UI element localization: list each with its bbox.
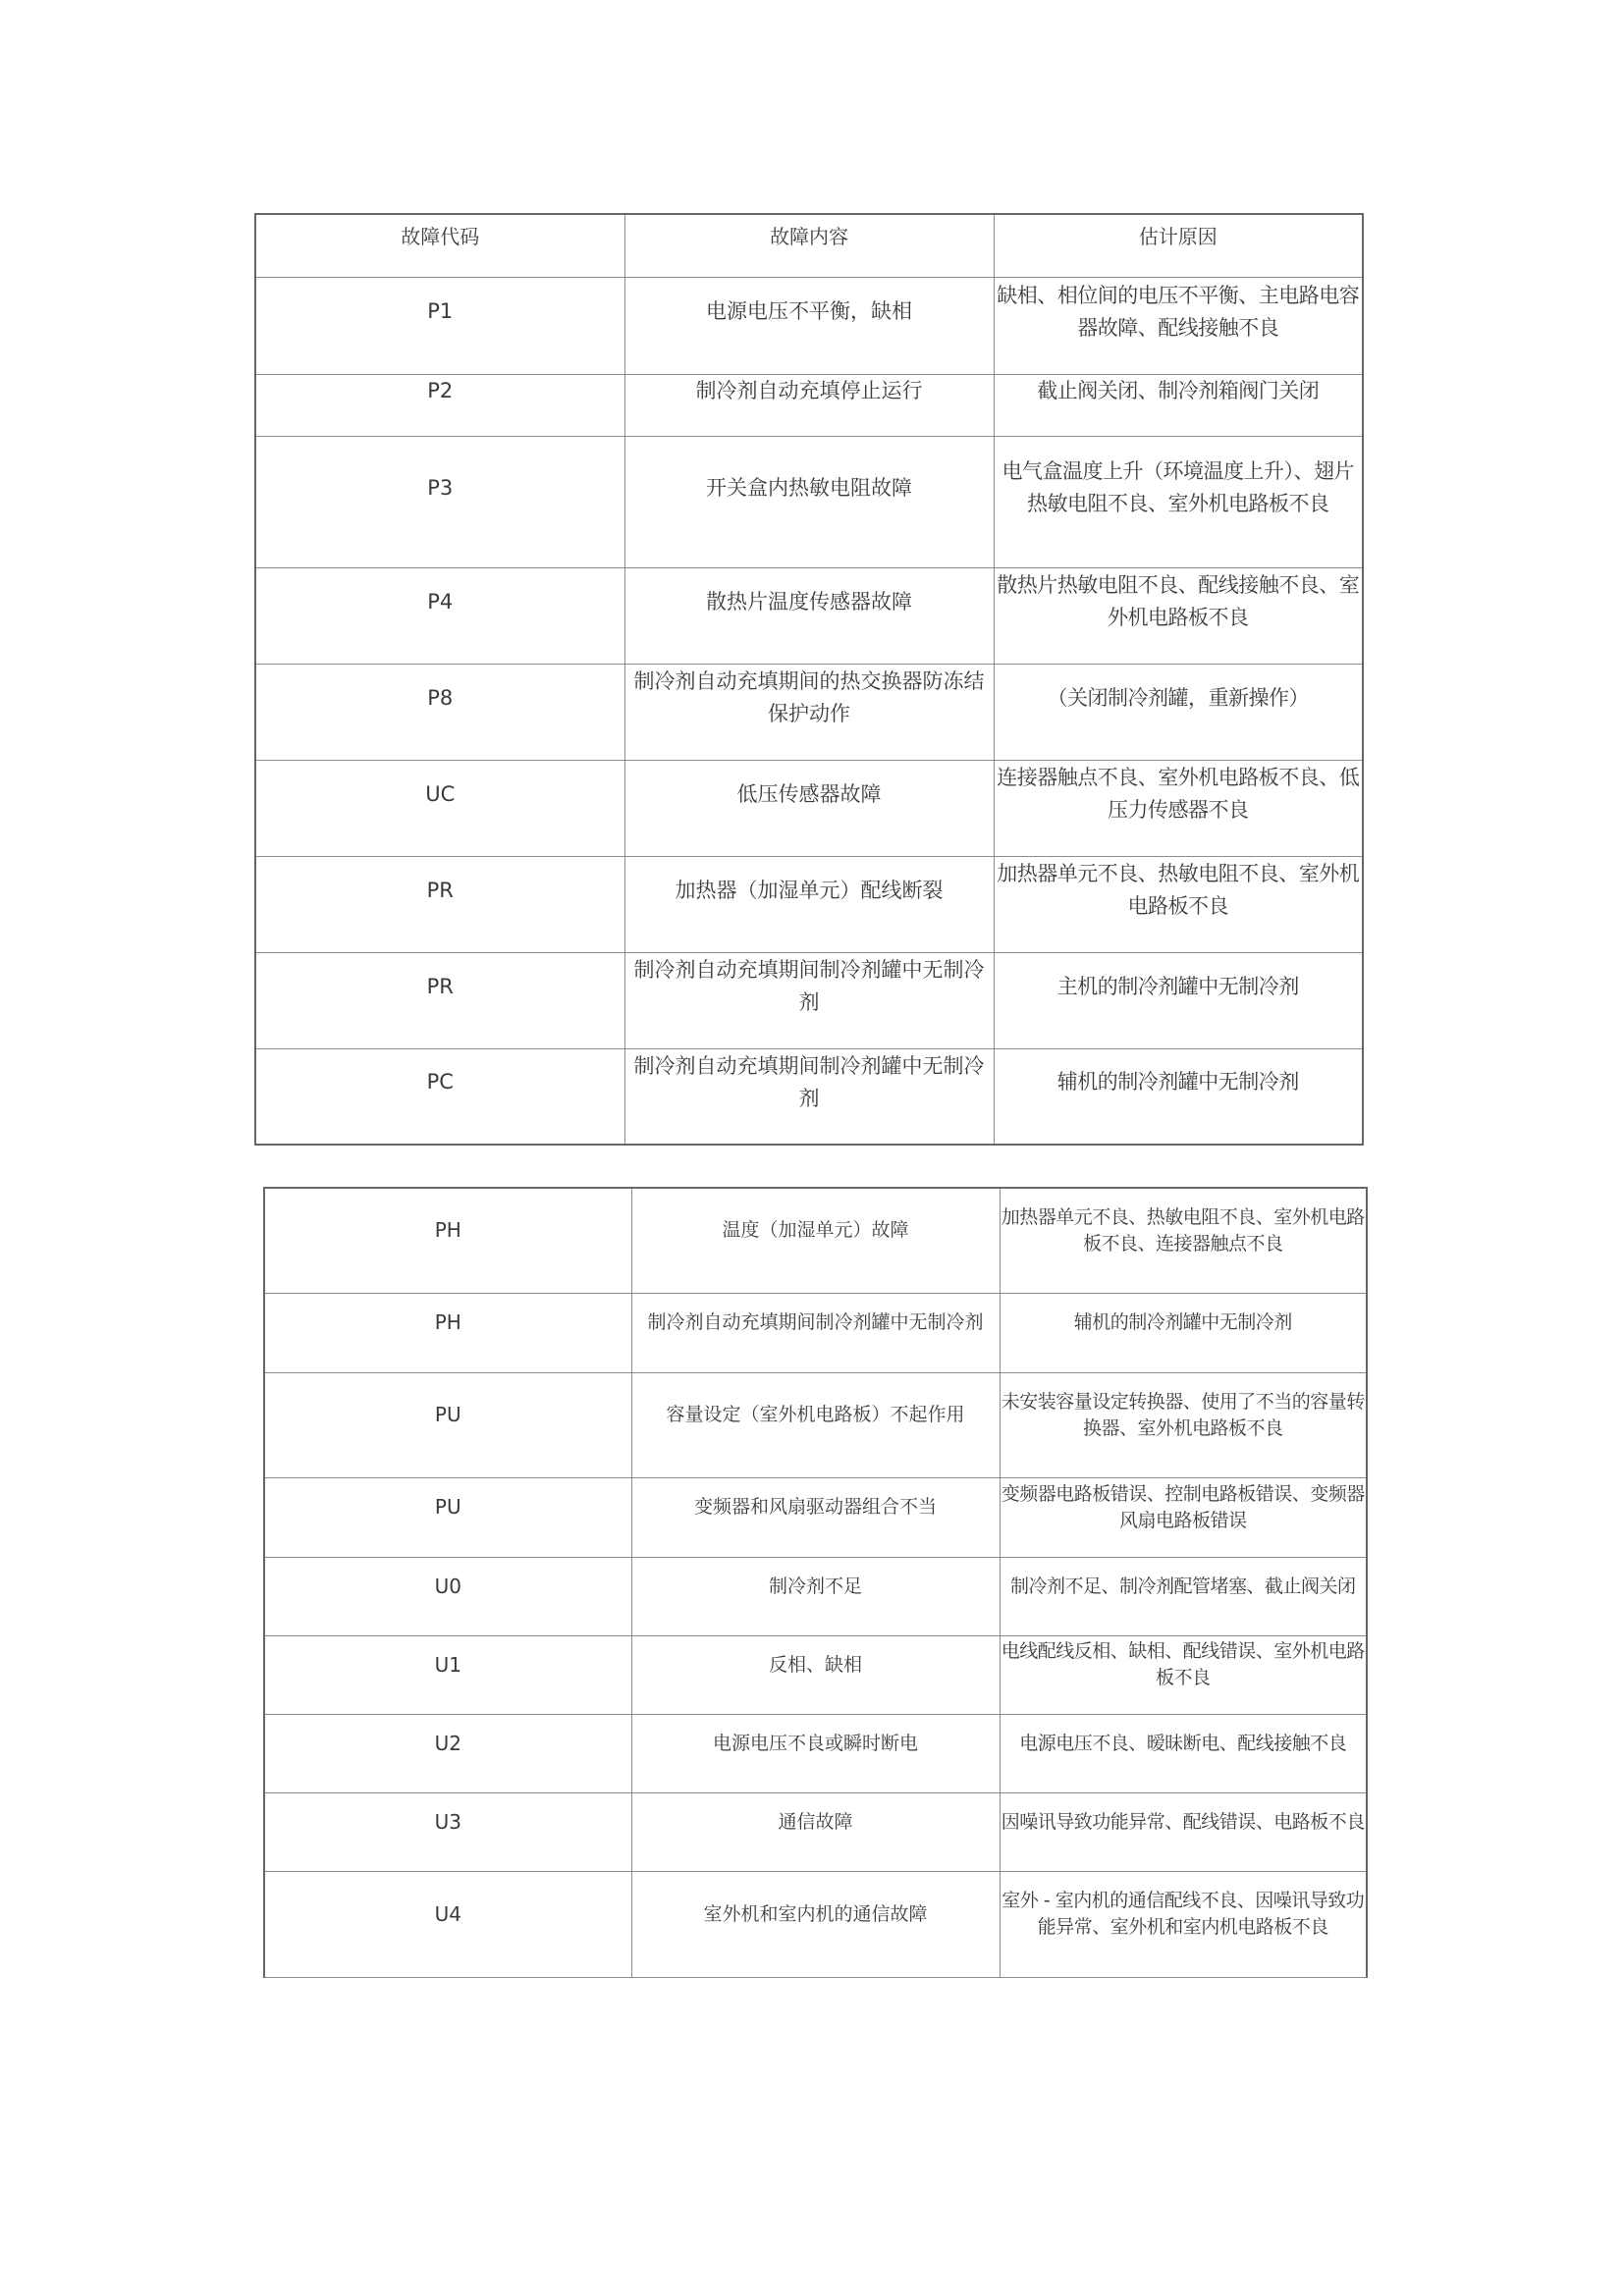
table-row — [264, 1293, 1367, 1372]
fault-code-cell: PU — [264, 1372, 631, 1477]
fault-code-cell: P1 — [255, 277, 624, 374]
fault-code-cell: P4 — [255, 567, 624, 664]
fault-code-cell: U2 — [264, 1714, 631, 1792]
fault-code-cell: U1 — [264, 1635, 631, 1714]
table-row — [264, 1188, 1367, 1293]
table-row — [264, 1871, 1367, 1977]
table-row — [255, 277, 1363, 374]
fault-content-cell: 制冷剂自动充填停止运行 — [624, 374, 994, 436]
fault-code-cell: U4 — [264, 1871, 631, 1977]
table-row — [264, 1792, 1367, 1871]
table-row — [264, 1557, 1367, 1635]
table-row — [264, 1372, 1367, 1477]
table-row — [264, 1477, 1367, 1557]
estimated-cause-cell: 未安装容量设定转换器、使用了不当的容量转换器、室外机电路板不良 — [1000, 1372, 1367, 1477]
fault-content-cell: 散热片温度传感器故障 — [624, 567, 994, 664]
fault-code-cell: PH — [264, 1188, 631, 1293]
table-row — [255, 567, 1363, 664]
estimated-cause-cell: 电气盒温度上升（环境温度上升）、翅片热敏电阻不良、室外机电路板不良 — [994, 436, 1363, 567]
fault-code-cell: P2 — [255, 374, 624, 436]
table-header-row — [255, 214, 1363, 277]
fault-code-table-2 — [263, 1187, 1368, 1978]
fault-code-cell: PR — [255, 952, 624, 1048]
fault-content-cell: 低压传感器故障 — [624, 760, 994, 856]
fault-content-cell: 制冷剂不足 — [631, 1557, 1000, 1635]
fault-code-cell: PC — [255, 1048, 624, 1145]
fault-content-cell: 温度（加湿单元）故障 — [631, 1188, 1000, 1293]
table-row — [255, 1048, 1363, 1145]
fault-content-cell: 加热器（加湿单元）配线断裂 — [624, 856, 994, 952]
estimated-cause-cell: 散热片热敏电阻不良、配线接触不良、室外机电路板不良 — [994, 567, 1363, 664]
table-row — [264, 1635, 1367, 1714]
table-row — [255, 436, 1363, 567]
estimated-cause-cell: 电线配线反相、缺相、配线错误、室外机电路板不良 — [1000, 1635, 1367, 1714]
estimated-cause-cell: 辅机的制冷剂罐中无制冷剂 — [1000, 1293, 1367, 1372]
fault-content-cell: 制冷剂自动充填期间制冷剂罐中无制冷剂 — [624, 952, 994, 1048]
fault-content-cell: 制冷剂自动充填期间制冷剂罐中无制冷剂 — [624, 1048, 994, 1145]
table-row — [255, 374, 1363, 436]
fault-code-cell: PH — [264, 1293, 631, 1372]
estimated-cause-cell: 加热器单元不良、热敏电阻不良、室外机电路板不良、连接器触点不良 — [1000, 1188, 1367, 1293]
estimated-cause-cell: 加热器单元不良、热敏电阻不良、室外机电路板不良 — [994, 856, 1363, 952]
fault-content-cell: 通信故障 — [631, 1792, 1000, 1871]
table-row — [255, 760, 1363, 856]
fault-content-cell: 制冷剂自动充填期间制冷剂罐中无制冷剂 — [631, 1293, 1000, 1372]
fault-code-table-1 — [254, 213, 1364, 1146]
header-fault-content: 故障内容 — [624, 214, 994, 277]
header-fault-code: 故障代码 — [255, 214, 624, 277]
fault-code-cell: P3 — [255, 436, 624, 567]
fault-content-cell: 反相、缺相 — [631, 1635, 1000, 1714]
estimated-cause-cell: 连接器触点不良、室外机电路板不良、低压力传感器不良 — [994, 760, 1363, 856]
fault-content-cell: 电源电压不平衡，缺相 — [624, 277, 994, 374]
fault-code-cell: PR — [255, 856, 624, 952]
estimated-cause-cell: 因噪讯导致功能异常、配线错误、电路板不良 — [1000, 1792, 1367, 1871]
table-row — [255, 664, 1363, 760]
fault-content-cell: 室外机和室内机的通信故障 — [631, 1871, 1000, 1977]
estimated-cause-cell: 电源电压不良、暧昧断电、配线接触不良 — [1000, 1714, 1367, 1792]
estimated-cause-cell: 截止阀关闭、制冷剂箱阀门关闭 — [994, 374, 1363, 436]
estimated-cause-cell: 制冷剂不足、制冷剂配管堵塞、截止阀关闭 — [1000, 1557, 1367, 1635]
fault-code-cell: U3 — [264, 1792, 631, 1871]
estimated-cause-cell: 室外 - 室内机的通信配线不良、因噪讯导致功能异常、室外机和室内机电路板不良 — [1000, 1871, 1367, 1977]
fault-content-cell: 容量设定（室外机电路板）不起作用 — [631, 1372, 1000, 1477]
estimated-cause-cell: 缺相、相位间的电压不平衡、主电路电容器故障、配线接触不良 — [994, 277, 1363, 374]
fault-content-cell: 变频器和风扇驱动器组合不当 — [631, 1477, 1000, 1557]
fault-code-cell: U0 — [264, 1557, 631, 1635]
table-row — [255, 952, 1363, 1048]
header-estimated-cause: 估计原因 — [994, 214, 1363, 277]
estimated-cause-cell: 主机的制冷剂罐中无制冷剂 — [994, 952, 1363, 1048]
fault-code-cell: PU — [264, 1477, 631, 1557]
estimated-cause-cell: （关闭制冷剂罐，重新操作） — [994, 664, 1363, 760]
fault-code-cell: UC — [255, 760, 624, 856]
fault-content-cell: 电源电压不良或瞬时断电 — [631, 1714, 1000, 1792]
fault-code-cell: P8 — [255, 664, 624, 760]
fault-content-cell: 开关盒内热敏电阻故障 — [624, 436, 994, 567]
table-row — [255, 856, 1363, 952]
table-row — [264, 1714, 1367, 1792]
fault-content-cell: 制冷剂自动充填期间的热交换器防冻结保护动作 — [624, 664, 994, 760]
estimated-cause-cell: 辅机的制冷剂罐中无制冷剂 — [994, 1048, 1363, 1145]
estimated-cause-cell: 变频器电路板错误、控制电路板错误、变频器风扇电路板错误 — [1000, 1477, 1367, 1557]
